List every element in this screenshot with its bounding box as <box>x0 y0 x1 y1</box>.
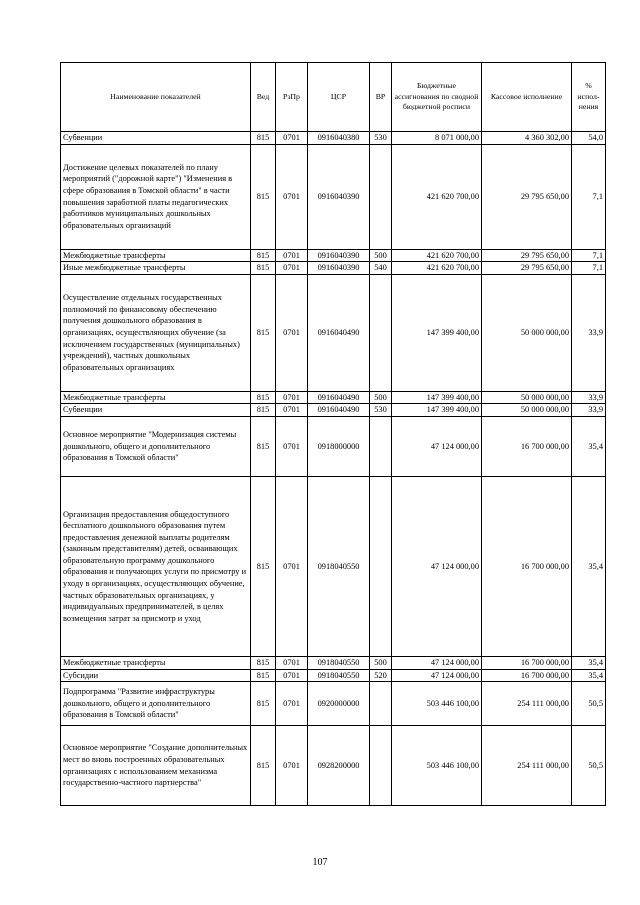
row-name: Межбюджетные трансферты <box>61 391 251 404</box>
header-csr: ЦСР <box>308 63 370 132</box>
row-budget: 147 399 400,00 <box>392 391 482 404</box>
row-csr: 0918040550 <box>308 669 370 682</box>
row-ved: 815 <box>251 682 276 726</box>
row-budget: 147 399 400,00 <box>392 274 482 391</box>
row-vr: 500 <box>370 391 392 404</box>
row-name: Иные межбюджетные трансферты <box>61 262 251 275</box>
row-percent: 35,4 <box>572 416 606 476</box>
table-row <box>61 656 606 669</box>
row-cash: 16 700 000,00 <box>482 669 572 682</box>
row-csr: 0918040550 <box>308 476 370 656</box>
row-cash: 16 700 000,00 <box>482 476 572 656</box>
row-rzpr: 0701 <box>276 132 308 145</box>
row-percent: 35,4 <box>572 669 606 682</box>
row-cash: 50 000 000,00 <box>482 391 572 404</box>
row-cash: 254 111 000,00 <box>482 726 572 806</box>
row-budget: 503 446 100,00 <box>392 726 482 806</box>
row-csr: 0928200000 <box>308 726 370 806</box>
row-ved: 815 <box>251 132 276 145</box>
header-rzpr: РзПр <box>276 63 308 132</box>
row-rzpr: 0701 <box>276 669 308 682</box>
row-csr: 0916040490 <box>308 404 370 417</box>
header-name: Наименование показателей <box>61 63 251 132</box>
row-cash: 29 795 650,00 <box>482 144 572 249</box>
table-header-row <box>61 63 606 132</box>
header-percent: % испол-нения <box>572 63 606 132</box>
row-ved: 815 <box>251 274 276 391</box>
row-ved: 815 <box>251 656 276 669</box>
row-name: Достижение целевых показателей по плану мероприятий ("дорожной карте") "Изменения в сфере образования в Томской области" в части повышения заработной платы педагогических работников муниципальных дошкольных образовательных организаций <box>61 144 251 249</box>
row-vr <box>370 274 392 391</box>
table-row <box>61 476 606 656</box>
row-cash: 50 000 000,00 <box>482 404 572 417</box>
row-rzpr: 0701 <box>276 144 308 249</box>
table-row <box>61 391 606 404</box>
row-rzpr: 0701 <box>276 416 308 476</box>
row-budget: 147 399 400,00 <box>392 404 482 417</box>
row-rzpr: 0701 <box>276 391 308 404</box>
row-percent: 50,5 <box>572 726 606 806</box>
table-row <box>61 262 606 275</box>
row-ved: 815 <box>251 391 276 404</box>
row-name: Организация предоставления общедоступного бесплатного дошкольного образования путем предоставления денежной выплаты родителям (законным представителям) детей, осваивающих образовательную программу дошкольного образования и получающих услуги по присмотру и уходу в организациях, осуществляющих обучение, частных образовательных организациях, у индивидуальных предпринимателей, в целях возмещения затрат за присмотр и уход <box>61 476 251 656</box>
row-rzpr: 0701 <box>276 249 308 262</box>
row-csr: 0916040490 <box>308 274 370 391</box>
row-percent: 33,9 <box>572 391 606 404</box>
row-rzpr: 0701 <box>276 274 308 391</box>
header-ved: Вед <box>251 63 276 132</box>
row-cash: 29 795 650,00 <box>482 262 572 275</box>
row-name: Подпрограмма "Развитие инфраструктуры дошкольного, общего и дополнительного образования в Томской области" <box>61 682 251 726</box>
row-rzpr: 0701 <box>276 682 308 726</box>
row-ved: 815 <box>251 669 276 682</box>
row-cash: 254 111 000,00 <box>482 682 572 726</box>
table-row <box>61 132 606 145</box>
row-ved: 815 <box>251 404 276 417</box>
row-percent: 7,1 <box>572 144 606 249</box>
row-csr: 0916040490 <box>308 391 370 404</box>
row-csr: 0916040380 <box>308 132 370 145</box>
row-percent: 7,1 <box>572 249 606 262</box>
row-cash: 16 700 000,00 <box>482 656 572 669</box>
budget-table <box>60 62 606 806</box>
row-csr: 0920000000 <box>308 682 370 726</box>
row-name: Межбюджетные трансферты <box>61 249 251 262</box>
row-vr: 530 <box>370 132 392 145</box>
row-ved: 815 <box>251 476 276 656</box>
row-name: Межбюджетные трансферты <box>61 656 251 669</box>
row-budget: 47 124 000,00 <box>392 669 482 682</box>
table-row <box>61 144 606 249</box>
header-budget: Бюджетные ассигнования по сводной бюджетной росписи <box>392 63 482 132</box>
row-budget: 47 124 000,00 <box>392 476 482 656</box>
row-percent: 7,1 <box>572 262 606 275</box>
row-cash: 50 000 000,00 <box>482 274 572 391</box>
header-vr: ВР <box>370 63 392 132</box>
row-ved: 815 <box>251 726 276 806</box>
row-name: Субсидии <box>61 669 251 682</box>
row-percent: 33,9 <box>572 404 606 417</box>
row-csr: 0918040550 <box>308 656 370 669</box>
row-ved: 815 <box>251 416 276 476</box>
table-row <box>61 669 606 682</box>
row-percent: 35,4 <box>572 656 606 669</box>
row-vr <box>370 726 392 806</box>
row-rzpr: 0701 <box>276 262 308 275</box>
row-csr: 0916040390 <box>308 262 370 275</box>
table-row <box>61 416 606 476</box>
row-rzpr: 0701 <box>276 404 308 417</box>
row-cash: 4 360 302,00 <box>482 132 572 145</box>
row-budget: 421 620 700,00 <box>392 262 482 275</box>
row-ved: 815 <box>251 144 276 249</box>
row-rzpr: 0701 <box>276 476 308 656</box>
row-budget: 47 124 000,00 <box>392 416 482 476</box>
row-name: Осуществление отдельных государственных полномочий по финансовому обеспечению получения дошкольного образования в организациях, осуществляющих обучение (за исключением государственных (муниципальных) учреждений), частных дошкольных образовательных организациях <box>61 274 251 391</box>
row-ved: 815 <box>251 262 276 275</box>
row-vr: 520 <box>370 669 392 682</box>
row-vr <box>370 416 392 476</box>
row-csr: 0916040390 <box>308 144 370 249</box>
table-row <box>61 726 606 806</box>
row-rzpr: 0701 <box>276 656 308 669</box>
row-percent: 50,5 <box>572 682 606 726</box>
row-cash: 29 795 650,00 <box>482 249 572 262</box>
row-vr <box>370 144 392 249</box>
table-row <box>61 249 606 262</box>
row-budget: 8 071 000,00 <box>392 132 482 145</box>
row-budget: 47 124 000,00 <box>392 656 482 669</box>
row-name: Основное мероприятие "Модернизация системы дошкольного, общего и дополнительного образования в Томской области" <box>61 416 251 476</box>
header-cash: Кассовое исполнение <box>482 63 572 132</box>
row-vr: 500 <box>370 249 392 262</box>
row-vr: 540 <box>370 262 392 275</box>
row-vr: 500 <box>370 656 392 669</box>
page-number: 107 <box>312 857 328 868</box>
row-name: Субвенции <box>61 132 251 145</box>
row-percent: 54,0 <box>572 132 606 145</box>
row-budget: 421 620 700,00 <box>392 144 482 249</box>
row-vr <box>370 682 392 726</box>
row-percent: 35,4 <box>572 476 606 656</box>
table-row <box>61 682 606 726</box>
row-name: Субвенции <box>61 404 251 417</box>
row-name: Основное мероприятие "Создание дополнительных мест во вновь построенных образовательных организациях с использованием механизма государственно-частного партнерства" <box>61 726 251 806</box>
row-budget: 421 620 700,00 <box>392 249 482 262</box>
row-rzpr: 0701 <box>276 726 308 806</box>
row-vr <box>370 476 392 656</box>
row-csr: 0916040390 <box>308 249 370 262</box>
row-csr: 0918000000 <box>308 416 370 476</box>
row-percent: 33,9 <box>572 274 606 391</box>
row-vr: 530 <box>370 404 392 417</box>
table-row <box>61 274 606 391</box>
table-row <box>61 404 606 417</box>
row-cash: 16 700 000,00 <box>482 416 572 476</box>
row-budget: 503 446 100,00 <box>392 682 482 726</box>
row-ved: 815 <box>251 249 276 262</box>
